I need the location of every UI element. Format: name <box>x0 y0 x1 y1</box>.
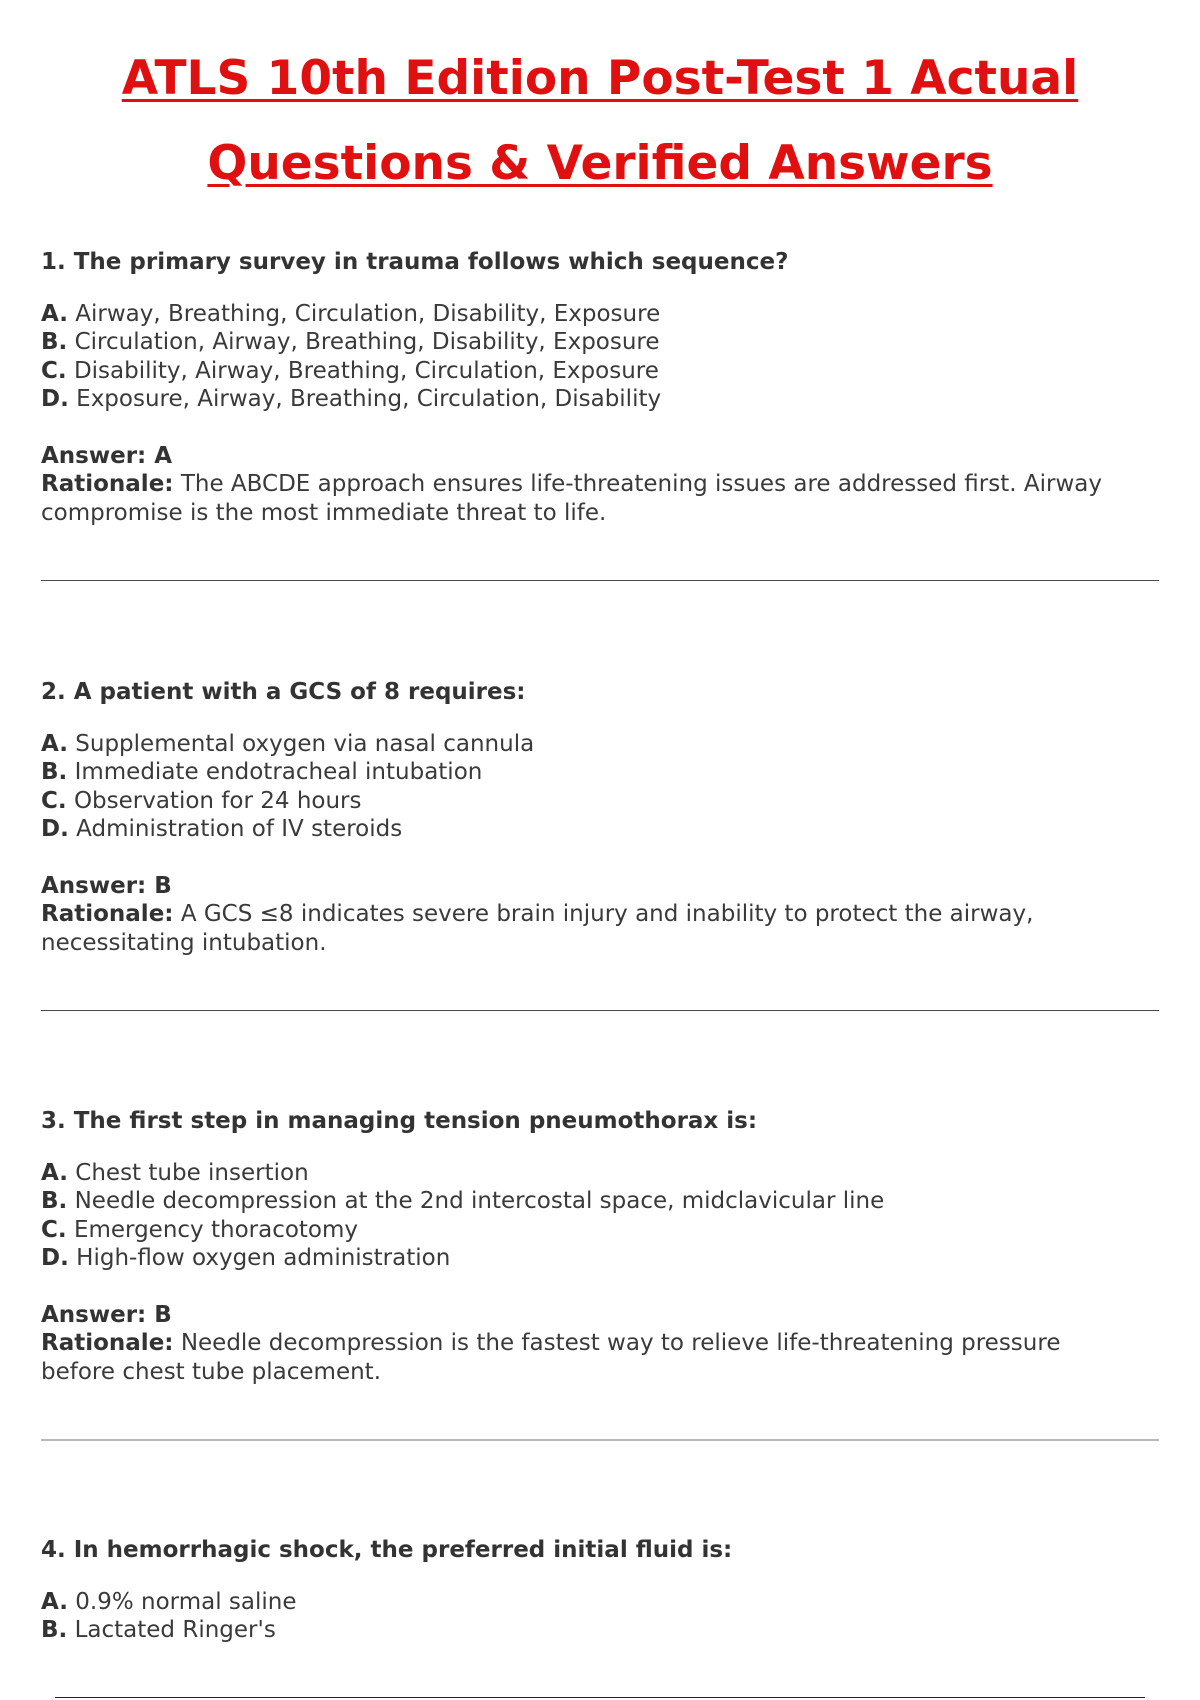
option-letter: A. <box>41 1160 68 1186</box>
rationale <box>41 1329 1141 1386</box>
option-letter: D. <box>41 1244 69 1271</box>
option-text: Disability, Airway, Breathing, Circulation, Exposure <box>73 357 659 384</box>
option-letter: C. <box>41 787 67 814</box>
option-d <box>41 385 1161 413</box>
question-title: 2. A patient with a GCS of 8 requires: <box>41 679 526 705</box>
options-list <box>41 730 1161 843</box>
option-b <box>41 1187 1161 1215</box>
options-list <box>41 1588 1161 1645</box>
option-a <box>41 1159 1161 1187</box>
option-letter: A. <box>41 301 68 327</box>
option-text: Lactated Ringer's <box>74 1617 276 1644</box>
option-letter: A. <box>41 1589 68 1615</box>
question-title: 3. The first step in managing tension pneumothorax is: <box>41 1108 758 1134</box>
divider <box>41 1010 1159 1011</box>
question-1 <box>41 248 1161 527</box>
answer: Answer: B <box>41 873 172 900</box>
option-c <box>41 787 1161 815</box>
rationale-text: The ABCDE approach ensures life-threatening issues are addressed first. Airway compromise is the most immediate threat to life. <box>41 471 1102 526</box>
option-c <box>41 1216 1161 1244</box>
answer: Answer: A <box>41 443 173 470</box>
option-a <box>41 1588 1161 1616</box>
rationale <box>41 470 1141 527</box>
page-bottom-rule <box>55 1697 1145 1698</box>
question-title: 1. The primary survey in trauma follows which sequence? <box>41 249 789 275</box>
option-a <box>41 730 1161 758</box>
rationale <box>41 900 1141 957</box>
option-letter: C. <box>41 357 67 384</box>
option-text: Emergency thoracotomy <box>73 1216 359 1243</box>
option-b <box>41 758 1161 786</box>
rationale-label: Rationale: <box>41 1330 174 1357</box>
option-text: Administration of IV steroids <box>76 815 403 842</box>
rationale-label: Rationale: <box>41 471 174 498</box>
option-text: Chest tube insertion <box>75 1160 309 1186</box>
option-text: Observation for 24 hours <box>73 787 362 814</box>
option-letter: D. <box>41 815 69 842</box>
document-title-line-1: ATLS 10th Edition Post-Test 1 Actual <box>121 51 1079 106</box>
question-title: 4. In hemorrhagic shock, the preferred initial fluid is: <box>41 1537 733 1563</box>
options-list <box>41 1159 1161 1272</box>
rationale-text: A GCS ≤8 indicates severe brain injury and inability to protect the airway, necessitating intubation. <box>41 901 1034 956</box>
option-text: 0.9% normal saline <box>75 1589 297 1615</box>
option-d <box>41 815 1161 843</box>
option-letter: C. <box>41 1216 67 1243</box>
option-d <box>41 1244 1161 1272</box>
option-text: Exposure, Airway, Breathing, Circulation, Disability <box>76 385 662 412</box>
answer: Answer: B <box>41 1302 172 1329</box>
option-b <box>41 1616 1161 1644</box>
option-text: Immediate endotracheal intubation <box>74 759 483 786</box>
option-letter: A. <box>41 731 68 757</box>
option-text: Airway, Breathing, Circulation, Disability, Exposure <box>75 301 661 327</box>
option-letter: B. <box>41 759 68 786</box>
rationale-text: Needle decompression is the fastest way to relieve life-threatening pressure before chest tube placement. <box>41 1330 1061 1385</box>
option-letter: B. <box>41 1617 68 1644</box>
divider <box>41 1439 1159 1441</box>
document-title-line-2: Questions & Verified Answers <box>207 136 993 191</box>
question-3 <box>41 1107 1161 1386</box>
option-c <box>41 357 1161 385</box>
option-letter: D. <box>41 385 69 412</box>
rationale-label: Rationale: <box>41 901 174 928</box>
option-a <box>41 300 1161 328</box>
options-list <box>41 300 1161 413</box>
question-2 <box>41 678 1161 957</box>
option-letter: B. <box>41 1188 68 1215</box>
option-text: Circulation, Airway, Breathing, Disability, Exposure <box>74 329 660 356</box>
option-text: Needle decompression at the 2nd intercostal space, midclavicular line <box>74 1188 885 1215</box>
option-text: Supplemental oxygen via nasal cannula <box>75 731 535 757</box>
question-4 <box>41 1536 1161 1645</box>
option-text: High-flow oxygen administration <box>76 1244 451 1271</box>
divider <box>41 580 1159 581</box>
option-letter: B. <box>41 329 68 356</box>
option-b <box>41 328 1161 356</box>
